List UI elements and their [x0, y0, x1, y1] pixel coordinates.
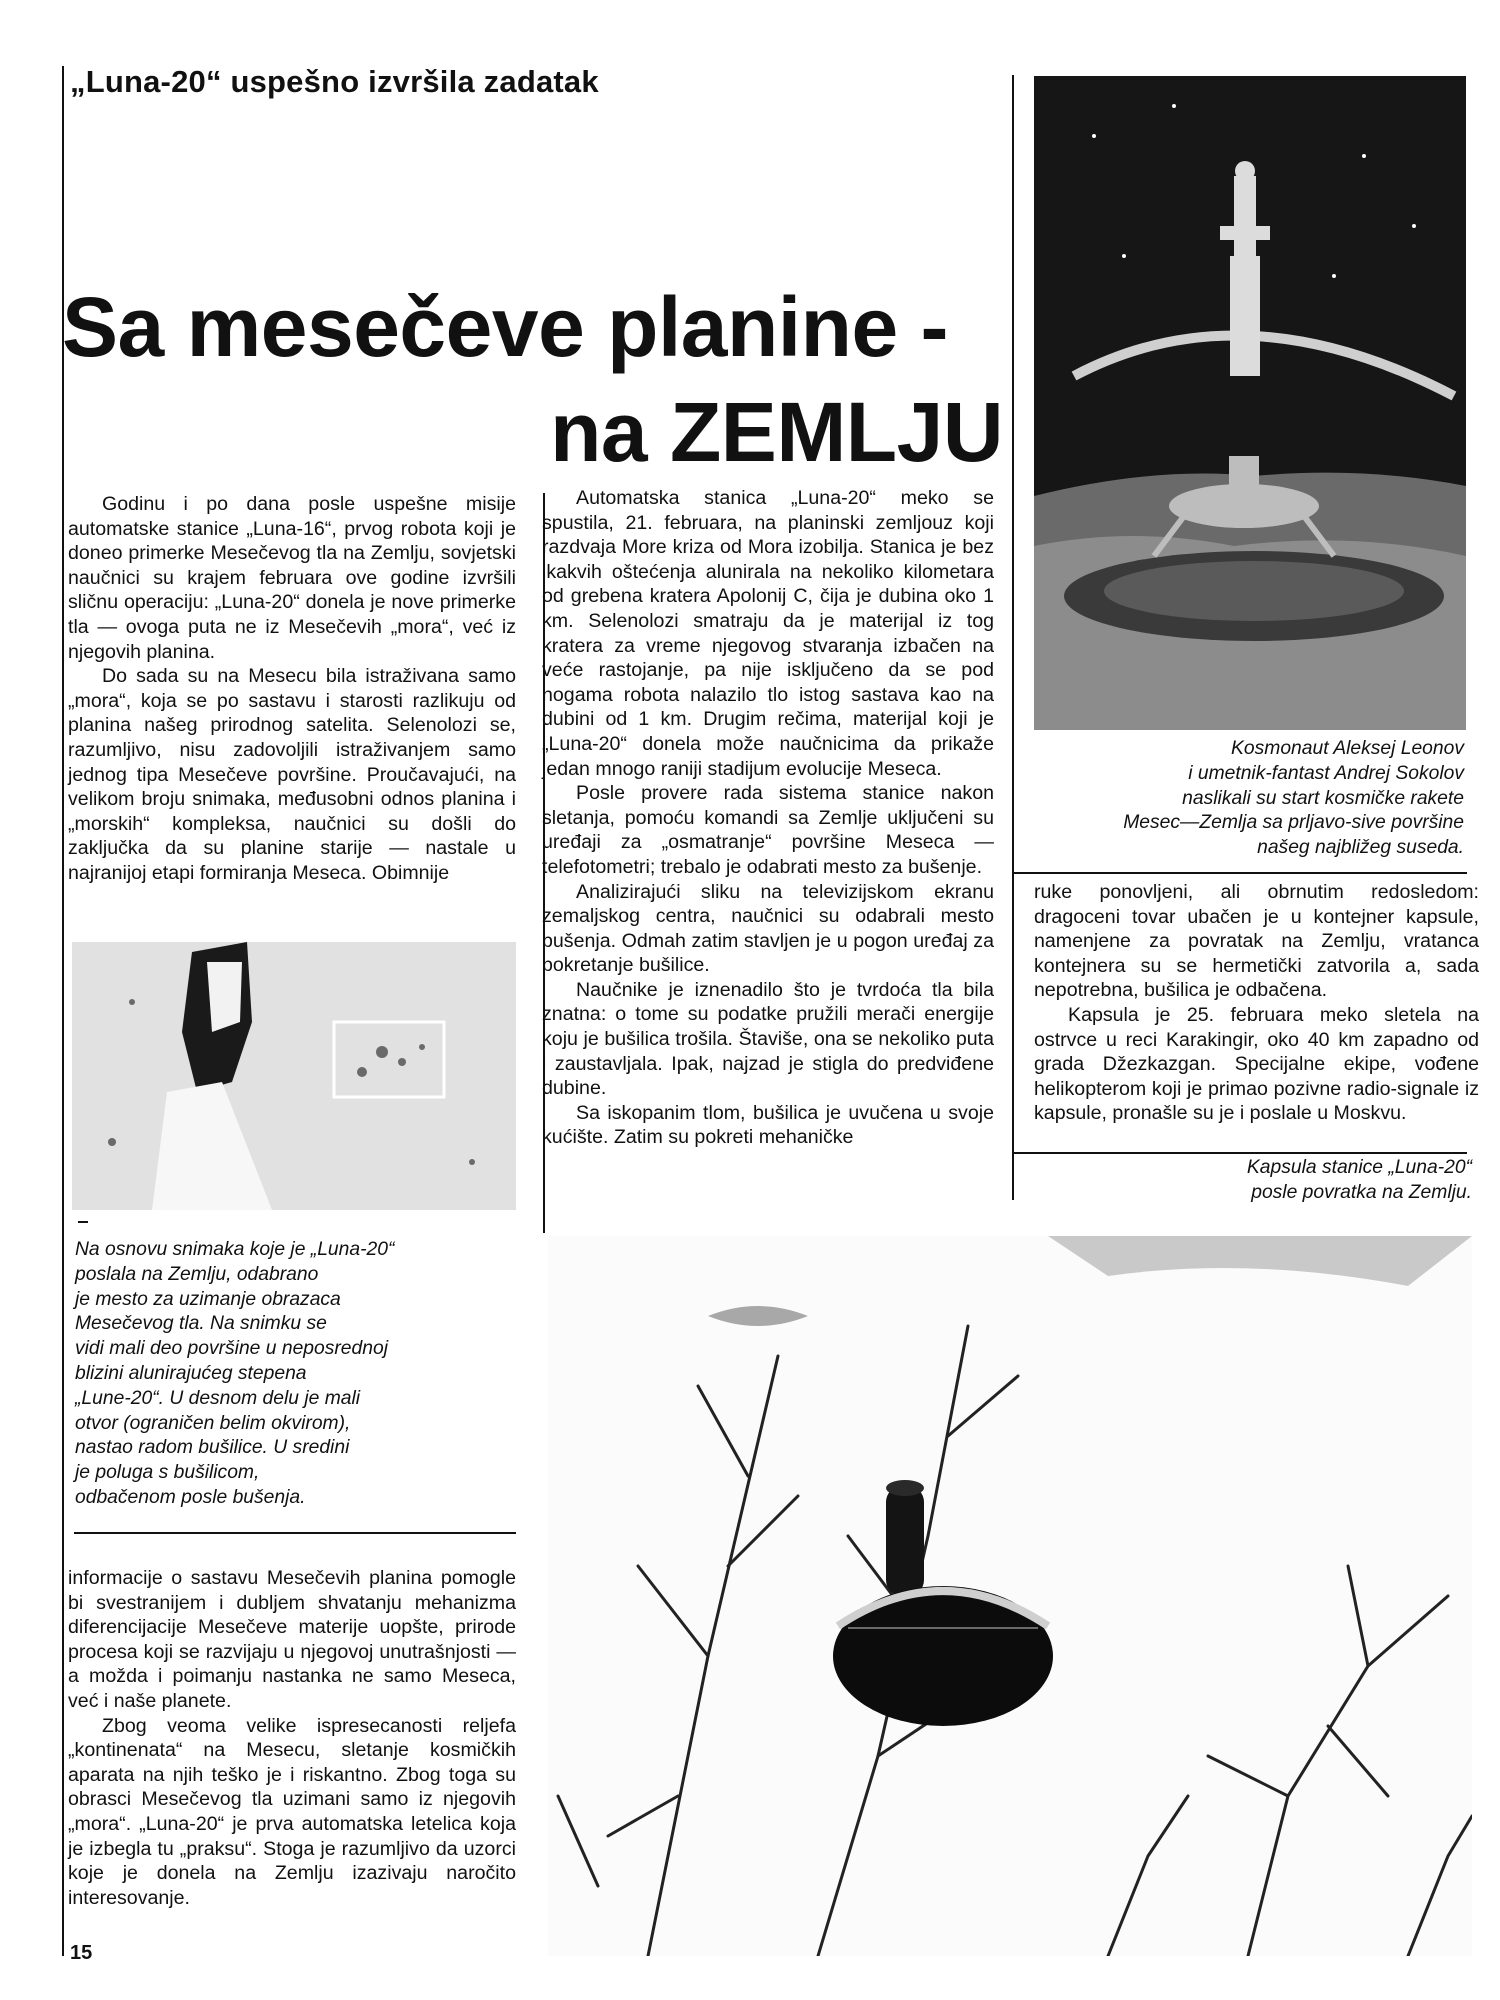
paragraph: Kapsula je 25. februara meko sletela na ostrvce u reci Karakingir, oko 40 km zapadno od grada Džezkazgan. Specijalne ekipe, vođene helikopterom koji je primao pozivne radio-signale iz kapsule, pronašle su je i poslale u Moskvu. [1034, 1003, 1479, 1125]
capsule-in-snow-photo [548, 1236, 1472, 1956]
capsule-caption-rule [1012, 1152, 1467, 1154]
drill-site-photo [72, 942, 516, 1210]
caption-line: naslikali su start kosmičke rakete [1182, 787, 1464, 809]
drill-site-caption [75, 1238, 515, 1511]
painting-caption-rule [1012, 872, 1467, 874]
caption-line: vidi mali deo površine u neposrednoj [75, 1338, 388, 1360]
caption-line: Na osnovu snimaka koje je „Luna-20“ [75, 1239, 395, 1260]
caption-line: Mesečevog tla. Na snimku se [75, 1313, 327, 1335]
caption-line: Kapsula stanice „Luna-20“ [1246, 1157, 1472, 1178]
caption-line: i umetnik-fantast Andrej Sokolov [1188, 762, 1464, 784]
paragraph: Posle provere rada sistema stanice nakon sletanja, pomoću komandi sa Zemlje uključeni su uređaji za „osmatranje“ površine Meseca — telefotometri; trebalo je odabrati mesto za bušenje. [542, 782, 994, 878]
paragraph: informacije o sastavu Mesečevih planina pomogle bi svestranijem i dubljem shvatanju mehanizma diferencijacije Mesečeve materije uopšte, prirode procesa koji se razvijaju u njegovoj unutrašnjosti — a možda i poimanju nastanka ne samo Meseca, već i naše planete. [68, 1567, 516, 1712]
caption-line: poslala na Zemlju, odabrano [75, 1263, 319, 1285]
paragraph: Do sada su na Mesecu bila istraživana samo „mora“, koja se po sastavu i starosti razlikuju od planina našeg prirodnog satelita. Selenolozi se, razumljivo, nisu zadovoljili istraživanjem samo jednog tipa Mesečeve površine. Proučavajući, na velikom broju snimaka, međusobni odnos planina i „morskih“ kompleksa, naučnici su došli do zaključka da su planine starije — nastale u najranijoj etapi formiranja Meseca. Obimnije [68, 665, 516, 884]
caption-line: otvor (ograničen belim okvirom), [75, 1412, 351, 1434]
article-column-2 [542, 486, 994, 1150]
caption-line: nastao radom bušilice. U sredini [75, 1437, 350, 1459]
article-column-1-continued [68, 1566, 516, 1910]
kicker-title: „Luna-20“ uspešno izvršila zadatak [70, 64, 599, 99]
capsule-caption [1032, 1156, 1472, 1206]
caption-line: je mesto za uzimanje obrazaca [75, 1288, 341, 1310]
article-column-3 [1034, 880, 1479, 1126]
paragraph: Naučnike je iznenadilo što je tvrdoća tla bila znatna: o tome su podatke pružili merači energije koju je bušilica trošila. Štaviše, ona se nekoliko puta i zaustavljala. Ipak, najzad je stigla do predviđene dubine. [542, 978, 994, 1100]
paragraph: Analizirajući sliku na televizijskom ekranu zemaljskog centra, naučnici su odabrali mesto bušenja. Odmah zatim stavljen je u pogon uređaj za pokretanje bušilice. [542, 880, 994, 977]
paragraph: Automatska stanica „Luna-20“ meko se spustila, 21. februara, na planinski zemljouz koji razdvaja More kriza od Mora izobilja. Stanica je bez ikakvih oštećenja alunirala na nekoliko kilometara od grebena kratera Apolonij C, čija je dubina oko 1 km. Selenolozi smatraju da je materijal iz tog kratera za vreme njegovog stvaranja izbačen na veće rastojanje, pa nije isključeno da se pod nogama robota nalazilo tlo istog sastava kao na dubini od 1 km. Drugim rečima, materijal koji je „Luna-20“ donela može naučnicima da prikaže jedan mnogo raniji stadijum evolucije Meseca. [542, 487, 994, 780]
painting-caption [1024, 737, 1464, 861]
headline-line-2: na ZEMLJU [550, 385, 1003, 479]
paragraph: ruke ponovljeni, ali obrnutim redosledom: dragoceni tovar ubačen je u kontejner kapsule, namenjene za povratak na Zemlju, vratanca kontejnera su se hermetički zatvorila a, sada nepotrebna, bušilica je odbačena. [1034, 881, 1479, 1002]
article-column-1 [68, 492, 516, 886]
caption-line: Mesec—Zemlja sa prljavo-sive površine [1123, 812, 1464, 834]
caption-line: posle povratka na Zemlju. [1251, 1181, 1472, 1203]
caption-line: odbačenom posle bušenja. [75, 1486, 306, 1508]
caption-line: našeg najbližeg suseda. [1257, 837, 1464, 859]
painting-rocket-launch-image [1034, 76, 1466, 730]
page-number: 15 [70, 1942, 93, 1964]
caption-line: je poluga s bušilicom, [75, 1462, 260, 1484]
paragraph: Zbog veoma velike ispresecanosti reljefa „kontinenata“ na Mesecu, sletanje kosmičkih aparata na njih teško je i riskantno. Zbog toga su obrasci Mesečevog tla uzimani samo iz njegovih „mora“. „Luna-20“ je prva automatska letelica koja je izbegla tu „praksu“. Stoga je razumljivo da uzorci koje je donela na Zemlju izazivaju naročito interesovanje. [68, 1714, 516, 1909]
caption-line: blizini alunirajućeg stepena [75, 1362, 307, 1384]
right-column-rule [1012, 75, 1014, 1200]
caption-line: „Lune-20“. U desnom delu je mali [75, 1387, 361, 1409]
paragraph: Sa iskopanim tlom, bušilica je uvučena u svoje kućište. Zatim su pokreti mehaničke [542, 1101, 994, 1149]
drill-caption-rule [74, 1532, 516, 1534]
paragraph: Godinu i po dana posle uspešne misije automatske stanice „Luna-16“, prvog robota koji je doneo primerke Mesečevog tla na Zemlju, sovjetski naučnici su krajem februara ove godine izvršili sličnu operaciju: „Luna-20“ donela je nove primerke tla — ovoga puta ne iz Mesečevih „mora“, već iz njegovih planina. [68, 493, 516, 663]
drill-photo-rule [78, 1221, 88, 1223]
caption-line: Kosmonaut Aleksej Leonov [1231, 738, 1464, 759]
headline-line-1: Sa mesečeve planine - [62, 280, 948, 374]
